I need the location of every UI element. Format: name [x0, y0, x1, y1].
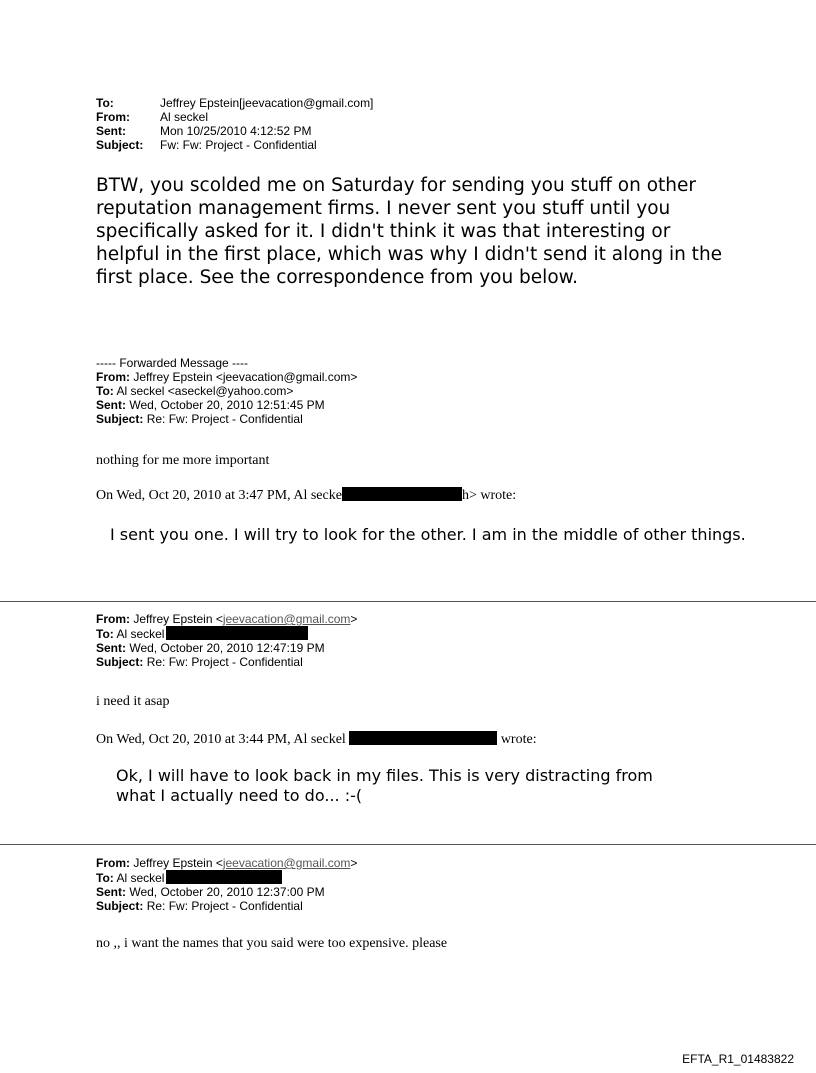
- message3-from-row: [96, 856, 357, 870]
- message3-from-close: >: [350, 856, 358, 870]
- message2-quote-intro: [96, 731, 537, 748]
- message2-quoted-line1: Ok, I will have to look back in my files. This is very distracting from: [116, 766, 653, 785]
- message3-header: [96, 856, 357, 913]
- forwarded-sent-value: Wed, October 20, 2010 12:51:45 PM: [129, 398, 325, 412]
- header-to-row: [96, 96, 373, 110]
- message3-to-value: Al seckel: [116, 871, 165, 885]
- forwarded-quote-tail: > wrote:: [468, 488, 517, 503]
- from-value: Al seckel: [160, 110, 209, 124]
- message2-quote-tail: wrote:: [500, 732, 537, 747]
- message2-to-value: Al seckel: [116, 627, 165, 641]
- sent-value: Mon 10/25/2010 4:12:52 PM: [160, 124, 312, 138]
- message3-email-link[interactable]: jeevacation@gmail.com: [222, 856, 351, 870]
- forwarded-banner: ----- Forwarded Message ----: [96, 356, 249, 370]
- message3-from-label: From:: [96, 856, 130, 870]
- message2-quote-intro-text: On Wed, Oct 20, 2010 at 3:44 PM, Al seckel: [96, 732, 346, 747]
- header-subject-row: [96, 138, 373, 152]
- message2-reply: i need it asap: [96, 694, 170, 709]
- forwarded-quote-tail-char: h: [461, 488, 469, 503]
- email-header: [96, 96, 373, 152]
- message3-sent-value: Wed, October 20, 2010 12:37:00 PM: [129, 885, 325, 899]
- header-sent-row: [96, 124, 373, 138]
- header-from-row: [96, 110, 373, 124]
- redaction-block: [166, 626, 308, 640]
- message2-from-close: >: [350, 612, 358, 626]
- forwarded-to-row: [96, 384, 357, 398]
- redaction-block: [342, 487, 462, 501]
- divider: [0, 844, 816, 845]
- message3-sent-row: [96, 885, 357, 899]
- from-label: From:: [96, 110, 130, 124]
- sent-label: Sent:: [96, 124, 126, 138]
- divider: [0, 601, 816, 602]
- document-id: EFTA_R1_01483822: [682, 1052, 794, 1066]
- redaction-block: [166, 870, 282, 884]
- message2-email-link[interactable]: jeevacation@gmail.com: [222, 612, 351, 626]
- message2-from-name: Jeffrey Epstein <: [133, 612, 223, 626]
- forwarded-from-label: From:: [96, 370, 130, 384]
- message2-quoted-text: [116, 766, 756, 806]
- to-label: To:: [96, 96, 114, 110]
- forwarded-subject-label: Subject:: [96, 412, 144, 426]
- message2-sent-label: Sent:: [96, 641, 126, 655]
- message2-sent-row: [96, 641, 357, 655]
- message2-quoted-line2: what I actually need to do... :-(: [116, 786, 363, 805]
- message-body: BTW, you scolded me on Saturday for sending you stuff on other reputation management firms. I never sent you stuff until you specifically asked for it. I didn't think it was that interesting or helpful in the first place, which was why I didn't send it along in the first place. See the correspondence from you below.: [96, 175, 723, 288]
- subject-value: Fw: Fw: Project - Confidential: [160, 138, 317, 152]
- message2-header: [96, 612, 357, 669]
- message2-subject-value: Re: Fw: Project - Confidential: [146, 655, 303, 669]
- forwarded-from-row: [96, 370, 357, 384]
- redaction-block: [349, 731, 497, 745]
- message2-from-label: From:: [96, 612, 130, 626]
- forwarded-subject-value: Re: Fw: Project - Confidential: [146, 412, 303, 426]
- message2-from-row: [96, 612, 357, 626]
- forwarded-quote-intro: [96, 487, 516, 504]
- forwarded-to-label: To:: [96, 384, 114, 398]
- forwarded-header: [96, 356, 357, 426]
- message2-sent-value: Wed, October 20, 2010 12:47:19 PM: [129, 641, 325, 655]
- message3-subject-label: Subject:: [96, 899, 144, 913]
- forwarded-subject-row: [96, 412, 357, 426]
- forwarded-quote-intro-text: On Wed, Oct 20, 2010 at 3:47 PM, Al secke: [96, 488, 342, 503]
- message2-to-label: To:: [96, 627, 114, 641]
- forwarded-to-value: Al seckel <aseckel@yahoo.com>: [116, 384, 294, 398]
- to-value: Jeffrey Epstein[jeevacation@gmail.com]: [160, 96, 374, 110]
- forwarded-sent-row: [96, 398, 357, 412]
- message2-subject-row: [96, 655, 357, 669]
- message2-to-row: [96, 626, 357, 641]
- message3-subject-value: Re: Fw: Project - Confidential: [146, 899, 303, 913]
- message3-sent-label: Sent:: [96, 885, 126, 899]
- message3-from-name: Jeffrey Epstein <: [133, 856, 223, 870]
- message2-subject-label: Subject:: [96, 655, 144, 669]
- message3-reply: no ,, i want the names that you said were too expensive. please: [96, 936, 448, 951]
- forwarded-quoted-text: I sent you one. I will try to look for the other. I am in the middle of other things.: [110, 525, 746, 544]
- forwarded-reply: nothing for me more important: [96, 453, 270, 468]
- forwarded-from-value: Jeffrey Epstein <jeevacation@gmail.com>: [133, 370, 358, 384]
- message3-to-label: To:: [96, 871, 114, 885]
- message3-to-row: [96, 870, 357, 885]
- message3-subject-row: [96, 899, 357, 913]
- subject-label: Subject:: [96, 138, 144, 152]
- forwarded-sent-label: Sent:: [96, 398, 126, 412]
